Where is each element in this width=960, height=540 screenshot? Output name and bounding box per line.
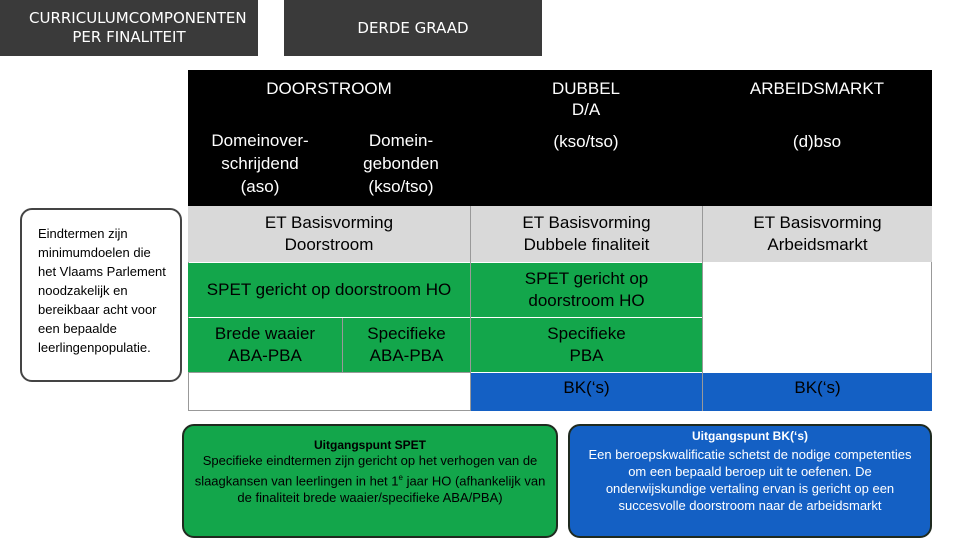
cell-specifieke-pba-label: Specifieke PBA <box>547 324 626 365</box>
cell-et-doorstroom-label: ET Basisvorming Doorstroom <box>264 213 394 254</box>
grade-tab <box>284 0 542 56</box>
header-domeinoverschrijdend-label: Domeinover-schrijdend (aso) <box>211 130 309 196</box>
callout-bk <box>568 424 932 538</box>
cell-et-arbeid-label: ET Basisvorming Arbeidsmarkt <box>753 213 882 254</box>
header-dubbel-label: DUBBEL D/A <box>551 79 621 119</box>
grid-line <box>342 318 343 372</box>
cell-spet-doorstroom <box>188 263 470 317</box>
header-dubbel-sub-label: (kso/tso) <box>553 132 619 151</box>
cell-bk-arbeid <box>703 373 932 411</box>
callout-bk-title: Uitgangspunt BK(‘s) <box>692 429 808 443</box>
cell-et-dubbel-label: ET Basisvorming Dubbele finaliteit <box>522 213 651 254</box>
cell-specifieke-pba <box>471 318 702 372</box>
cell-specifieke-aba-label: Specifieke ABA-PBA <box>367 324 446 365</box>
cell-specifieke-aba <box>343 318 470 372</box>
cell-bk-dubbel-label: BK(‘s) <box>563 378 610 397</box>
callout-spet-text <box>194 452 546 506</box>
header-domeingebonden-label: Domein-gebonden (kso/tso) <box>363 130 439 196</box>
callout-bk-text: Een beroepskwalificatie schetst de nodige competenties om een bepaald beroep uit te oefenen. De onderwijskundige vertaling ervan is gericht op een succesvolle doorstroom naar de arbeidsmarkt <box>588 447 912 513</box>
cell-spet-dubbel <box>471 263 702 317</box>
cell-bk-arbeid-label: BK(‘s) <box>794 378 841 397</box>
callout-spet <box>182 424 558 538</box>
header-arbeid-sub-label: (d)bso <box>792 132 842 151</box>
header-arbeid-sub <box>702 132 932 156</box>
cell-et-arbeid <box>703 206 932 262</box>
cell-et-dubbel <box>471 206 702 262</box>
header-domeingebonden <box>332 126 470 200</box>
header-dubbel-sub <box>470 132 702 156</box>
side-note <box>20 208 182 382</box>
header-domeinoverschrijdend <box>188 126 332 200</box>
cell-brede-waaier-label: Brede waaier ABA-PBA <box>214 324 316 365</box>
cell-spet-doorstroom-label: SPET gericht op doorstroom HO <box>206 280 452 299</box>
header-doorstroom-label: DOORSTROOM <box>266 79 392 98</box>
title-tab <box>0 0 258 56</box>
callout-spet-text-before: Specifieke eindtermen zijn gericht op het verhogen van de slaagkansen van leerlingen in het 1 <box>194 453 538 489</box>
cell-spet-dubbel-label: SPET gericht op doorstroom HO <box>524 269 649 310</box>
side-note-text: Eindtermen zijn minimumdoelen die het Vlaams Parlement noodzakelijk en bereikbaar acht voor een bepaalde leerlingenpopulatie. <box>38 226 166 355</box>
callout-spet-sup: e <box>398 473 403 482</box>
grid-line <box>702 206 703 411</box>
callout-spet-text-after: jaar HO (afhankelijk van de finaliteit brede waaier/specifieke ABA/PBA) <box>237 473 546 506</box>
cell-bk-dubbel <box>471 373 702 411</box>
grade-tab-label: DERDE GRAAD <box>357 18 469 37</box>
grid-line <box>470 206 471 411</box>
cell-et-doorstroom <box>188 206 470 262</box>
title-tab-label: CURRICULUMCOMPONENTEN PER FINALITEIT <box>29 9 247 46</box>
callout-spet-title: Uitgangspunt SPET <box>314 438 426 452</box>
cell-brede-waaier <box>188 318 342 372</box>
header-arbeidsmarkt-label: ARBEIDSMARKT <box>749 79 885 98</box>
grid-line <box>188 372 471 373</box>
